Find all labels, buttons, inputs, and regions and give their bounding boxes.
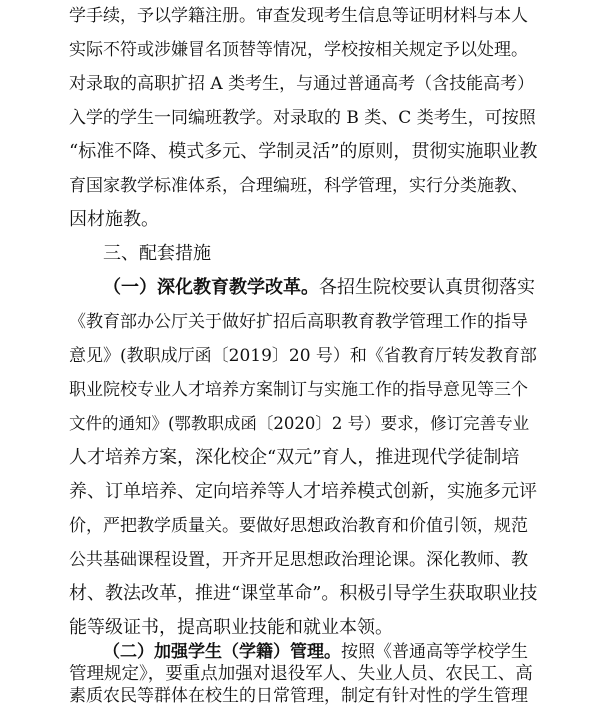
text-line: 管理规定》，要重点加强对退役军人、失业人员、农民工、高 [69,664,533,684]
paragraph-first-line [103,640,539,664]
text-line: 职业院校专业人才培养方案制订与实施工作的指导意见等三个 [69,380,528,400]
paragraph-first-line [103,276,539,300]
text-line: 材、教法改革，推进“课堂革命”。积极引导学生获取职业技 [69,583,538,604]
text-line: 育国家教学标准体系，合理编班，科学管理，实行分类施教、 [69,176,528,196]
text-line: 因材施教。 [69,209,159,230]
text-line: 《教育部办公厅关于做好扩招后高职教育教学管理工作的指导 [69,312,528,332]
text-line: 素质农民等群体在校生的日常管理，制定有针对性的学生管理 [69,686,528,706]
paragraph-title: （一）深化教育教学改革。 [103,277,319,298]
paragraph-title: （二）加强学生（学籍）管理。 [103,642,341,662]
text-line: 意见》(教职成厅函〔2019〕20 号）和《省教育厅转发教育部 [69,346,537,366]
text-line: 学手续，予以学籍注册。审查发现考生信息等证明材料与本人 [69,6,528,26]
paragraph-text: 各招生院校要认真贯彻落实 [319,277,535,298]
text-line: “标准不降、模式多元、学制灵活”的原则，贯彻实施职业教 [69,141,538,162]
text-line: 人才培养方案，深化校企“双元”育人，推进现代学徒制培 [69,447,520,468]
text-line: 公共基础课程设置，开齐开足思想政治理论课。深化教师、教 [69,550,528,570]
text-line: 文件的通知》(鄂教职成函〔2020〕2 号）要求，修订完善专业 [69,414,530,433]
text-line: 能等级证书，提高职业技能和就业本领。 [69,617,393,638]
section-heading: 三、配套措施 [103,243,211,264]
text-line: 价，严把教学质量关。要做好思想政治教育和价值引领，规范 [69,516,528,536]
paragraph-text: 按照《普通高等学校学生 [341,642,528,662]
text-line: 养、订单培养、定向培养等人才培养模式创新，实施多元评 [69,481,537,502]
text-line: 入学的学生一同编班教学。对录取的 B 类、C 类考生，可按照 [69,108,536,128]
text-line: 实际不符或涉嫌冒名顶替等情况，学校按相关规定予以处理。 [69,40,528,60]
text-line: 对录取的高职扩招 A 类考生，与通过普通高考（含技能高考） [69,74,535,94]
